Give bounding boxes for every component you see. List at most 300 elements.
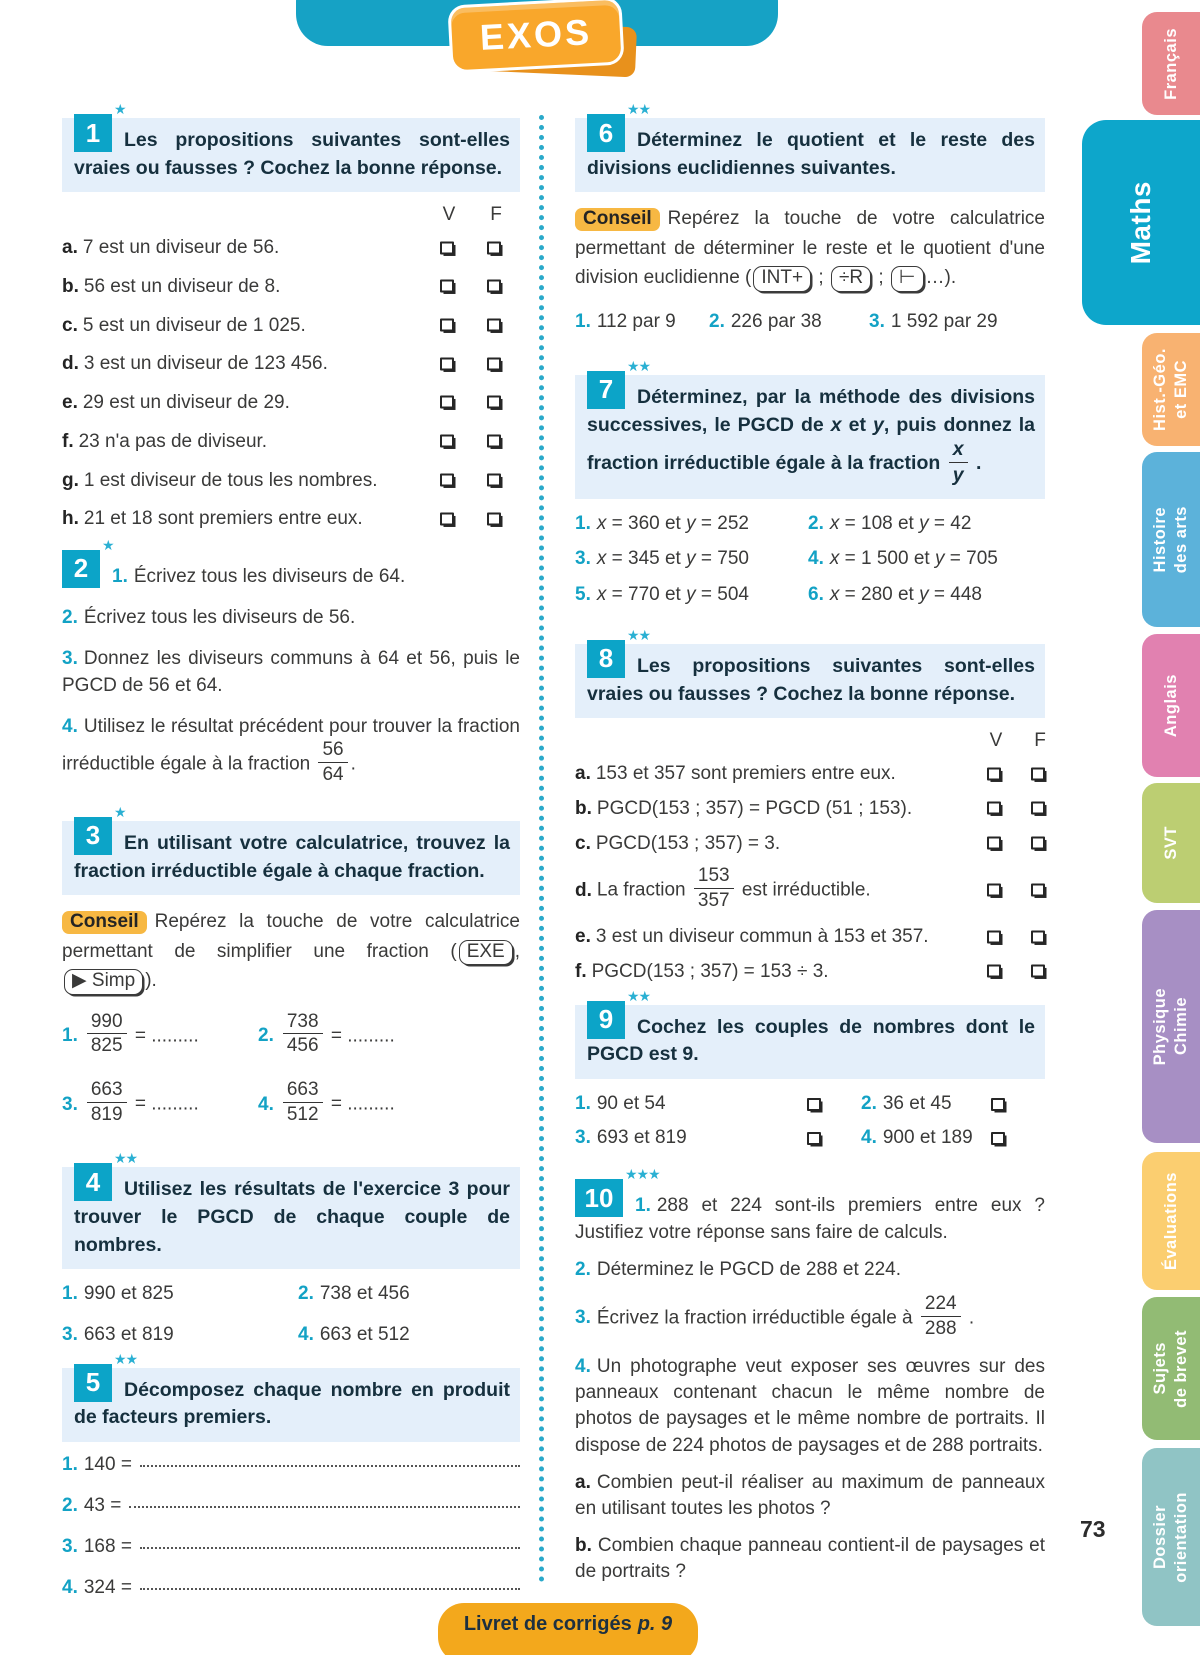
text-segment: Déterminez, par la méthode des divisions successives, le PGCD de xyxy=(587,385,1035,436)
tab-label: Français xyxy=(1161,27,1180,100)
item-number: 4. xyxy=(258,1093,274,1115)
item-number: 3. xyxy=(869,310,885,332)
math-variable: y xyxy=(934,548,945,570)
statement-label: a. xyxy=(575,763,591,785)
exercise-header xyxy=(575,357,1045,499)
exercise-title: Les propositions suivantes sont-elles vraies ou fausses ? Cochez la bonne réponse. xyxy=(74,129,510,179)
sidebar-tab-evaluations[interactable] xyxy=(1142,1152,1200,1290)
tab-label: Physique xyxy=(1151,987,1169,1066)
math-variable: x xyxy=(829,548,840,570)
exercise-header xyxy=(575,987,1045,1079)
exercise-badge xyxy=(587,987,651,1039)
text-segment: 900 et 189 xyxy=(882,1127,973,1149)
text-segment: = 345 et xyxy=(606,548,687,570)
sidebar-tab-francais[interactable] xyxy=(1142,12,1200,115)
exercise-item xyxy=(62,1281,298,1307)
sidebar-tab-dossier-orientation[interactable] xyxy=(1142,1448,1200,1626)
text-segment: Un photographe veut exposer ses œuvres sur des panneaux contenant chacun le même nombre de photos de paysages et le même nombre de portraits. Il dispose de 224 photos de paysages et de 288 portraits. xyxy=(575,1355,1045,1456)
statement-label: c. xyxy=(575,832,591,854)
exercise-number: 7 xyxy=(587,371,625,409)
checkbox-true[interactable] xyxy=(440,473,454,486)
text-segment: 990 et 825 xyxy=(83,1283,174,1305)
difficulty-stars: ★ xyxy=(102,536,114,553)
tab-label: orientation xyxy=(1172,1491,1190,1583)
sidebar-tab-histoire-des-arts[interactable] xyxy=(1142,452,1200,627)
exos-label: EXOS xyxy=(478,11,593,58)
item-number: 5. xyxy=(575,583,591,605)
item-number: 1. xyxy=(635,1195,651,1217)
fraction-denominator: 288 xyxy=(924,1317,957,1339)
text-segment: . xyxy=(970,452,982,475)
fraction xyxy=(949,439,968,485)
header-true: V xyxy=(989,730,1003,752)
item-grid xyxy=(575,1091,1045,1151)
exercise-item xyxy=(575,546,808,572)
fill-in-row xyxy=(62,1495,520,1517)
exercise-item xyxy=(575,1354,1045,1459)
answer-line xyxy=(129,1506,520,1508)
text-segment: 3 est un diviseur de 123 456. xyxy=(83,353,328,375)
checkbox-true[interactable] xyxy=(987,767,1001,780)
exos-badge xyxy=(450,0,621,70)
exercise-header xyxy=(575,626,1045,718)
difficulty-stars: ★★ xyxy=(627,357,651,374)
fraction xyxy=(87,1080,127,1125)
exercise-item xyxy=(575,511,808,537)
exercise-8 xyxy=(575,626,1046,985)
item-number: 3. xyxy=(62,1536,78,1558)
checkbox[interactable] xyxy=(991,1098,1005,1111)
text-segment: Repérez la touche de votre calculatrice permettant de déterminer le reste et le quotient d'une division euclidienne ( xyxy=(575,208,1045,289)
sidebar-tab-anglais[interactable] xyxy=(1142,634,1200,777)
checkbox-true[interactable] xyxy=(440,435,454,448)
exercise-badge xyxy=(62,536,114,588)
exercise-6 xyxy=(575,101,1045,335)
statement-label: e. xyxy=(62,392,78,414)
answer-line xyxy=(140,1547,520,1549)
text-segment: PGCD(153 ; 357) = PGCD (51 ; 153). xyxy=(596,797,913,819)
text-segment: = 360 et xyxy=(606,513,687,535)
truefalse-row xyxy=(62,507,520,532)
checkbox-true[interactable] xyxy=(987,883,1001,896)
item-number: 4. xyxy=(808,548,824,570)
exercise-title: Cochez les couples de nombres dont le PGCD est 9. xyxy=(587,1015,1035,1066)
exercise-badge xyxy=(74,101,126,152)
item-number: 2. xyxy=(575,1258,591,1280)
text-segment: Écrivez tous les diviseurs de 64. xyxy=(133,565,406,587)
math-variable: x xyxy=(829,583,840,605)
exercise-item xyxy=(861,1125,1045,1151)
fraction-denominator: 825 xyxy=(90,1035,123,1057)
exercise-4 xyxy=(62,1150,520,1348)
exercise-item xyxy=(808,546,1045,572)
text-segment: = ......... xyxy=(325,1024,395,1046)
sidebar-tab-sujets-de-brevet[interactable] xyxy=(1142,1297,1200,1440)
checkbox-true[interactable] xyxy=(440,396,454,409)
exercise-item xyxy=(298,1322,520,1348)
text-segment: 226 par 38 xyxy=(730,310,822,332)
exercise-item xyxy=(808,511,1045,537)
truefalse-row xyxy=(575,960,1045,985)
fraction-numerator: 224 xyxy=(921,1294,961,1317)
conseil-badge: Conseil xyxy=(575,208,660,231)
sidebar-tab-svt[interactable] xyxy=(1142,783,1200,903)
checkbox[interactable] xyxy=(991,1132,1005,1145)
tab-label: Maths xyxy=(1125,180,1156,265)
text-segment: = 504 xyxy=(695,583,749,605)
item-number: 4. xyxy=(62,715,78,737)
fill-label: 43 = xyxy=(83,1495,122,1517)
item-grid xyxy=(62,1012,520,1130)
exercise-item xyxy=(869,309,1045,335)
text-segment: 153 et 357 sont premiers entre eux. xyxy=(595,763,896,785)
exercise-lead xyxy=(62,536,520,590)
text-segment: PGCD(153 ; 357) = 3. xyxy=(595,832,781,854)
exercise-item xyxy=(575,1091,861,1117)
text-segment: 1 est diviseur de tous les nombres. xyxy=(83,469,378,491)
exercise-item xyxy=(62,552,520,590)
text-segment: Utilisez le résultat précédent pour trouver la fraction irréductible égale à la fraction xyxy=(62,715,520,775)
exercise-title xyxy=(587,385,1035,486)
math-variable: x xyxy=(829,513,840,535)
fraction-denominator: 456 xyxy=(286,1035,319,1057)
text-segment: Combien peut-il réaliser au maximum de panneaux en utilisant toutes les photos ? xyxy=(575,1471,1045,1519)
math-variable: x xyxy=(596,548,607,570)
item-number: 2. xyxy=(258,1024,274,1046)
exercise-header xyxy=(575,101,1045,192)
exercise-item xyxy=(808,582,1045,608)
exercise-2 xyxy=(62,536,520,789)
text-segment: …). xyxy=(925,267,957,289)
fraction xyxy=(283,1012,323,1057)
fraction-denominator: y xyxy=(952,463,964,486)
exercise-badge xyxy=(74,803,126,855)
exercise-item xyxy=(258,1080,520,1129)
checkbox-true[interactable] xyxy=(987,930,1001,943)
tab-label: Dossier xyxy=(1151,1504,1169,1570)
fill-in-row xyxy=(62,1536,520,1558)
exercise-number: 10 xyxy=(575,1179,623,1217)
text-segment: 23 n'a pas de diviseur. xyxy=(78,430,268,452)
item-number: 4. xyxy=(575,1355,591,1377)
truefalse-row xyxy=(62,391,520,416)
exercise-9 xyxy=(575,987,1045,1152)
text-segment: = 750 xyxy=(695,548,749,570)
exercise-item xyxy=(709,309,869,335)
text-segment: = 280 et xyxy=(839,583,920,605)
difficulty-stars: ★ xyxy=(114,101,126,117)
truefalse-row xyxy=(575,797,1045,822)
text-segment: 5 est un diviseur de 1 025. xyxy=(82,314,306,336)
truefalse-row xyxy=(575,832,1045,857)
sidebar-tab-physique-chimie[interactable] xyxy=(1142,910,1200,1143)
text-segment: = ......... xyxy=(129,1093,199,1115)
exercise-item xyxy=(62,646,520,698)
checkbox-false[interactable] xyxy=(487,241,501,254)
fill-in-row xyxy=(62,1577,520,1599)
truefalse-header xyxy=(575,730,1045,754)
item-grid xyxy=(575,511,1045,608)
checkbox-true[interactable] xyxy=(440,280,454,293)
statement-label: h. xyxy=(62,508,79,530)
exercise-number: 2 xyxy=(62,550,100,588)
exercise-number: 3 xyxy=(74,817,112,855)
exercise-item xyxy=(575,309,709,335)
fraction xyxy=(921,1294,961,1339)
exercise-number: 5 xyxy=(74,1364,112,1402)
exercise-badge xyxy=(74,1350,138,1402)
exercise-title: Les propositions suivantes sont-elles vraies ou fausses ? Cochez la bonne réponse. xyxy=(587,654,1035,705)
item-number: 2. xyxy=(709,310,725,332)
subject-tabs xyxy=(1020,0,1200,1655)
text-segment: = 252 xyxy=(695,513,749,535)
fraction-numerator: 663 xyxy=(283,1080,323,1103)
difficulty-stars: ★★ xyxy=(627,101,651,117)
item-grid xyxy=(62,1281,520,1347)
checkbox-false[interactable] xyxy=(487,396,501,409)
truefalse-header xyxy=(62,204,520,228)
checkbox-true[interactable] xyxy=(440,357,454,370)
calculator-key: INT+ xyxy=(753,266,811,292)
calculator-key: ⊢ xyxy=(891,266,924,292)
exercise-7 xyxy=(575,357,1045,608)
text-segment: Écrivez la fraction irréductible égale à xyxy=(596,1307,918,1329)
fraction xyxy=(694,866,734,911)
calculator-key: ÷R xyxy=(831,266,871,292)
tab-label: et EMC xyxy=(1172,360,1190,419)
exercise-1 xyxy=(62,101,520,532)
text-segment: ; xyxy=(813,267,829,289)
fill-in-row xyxy=(62,1454,520,1476)
checkbox-false[interactable] xyxy=(487,280,501,293)
exercise-item xyxy=(575,1181,1045,1245)
item-number: 3. xyxy=(575,548,591,570)
conseil-badge: Conseil xyxy=(62,911,147,934)
checkbox-false[interactable] xyxy=(487,319,501,332)
conseil-note xyxy=(575,204,1045,292)
sidebar-tab-hist-geo-et-emc[interactable] xyxy=(1142,333,1200,446)
exercise-3 xyxy=(62,803,520,1129)
truefalse-row xyxy=(62,469,520,494)
text-segment: = ......... xyxy=(129,1024,199,1046)
exercise-item xyxy=(575,1533,1045,1585)
truefalse-row xyxy=(575,866,1045,915)
math-variable: x xyxy=(596,583,607,605)
text-segment: PGCD(153 ; 357) = 153 ÷ 3. xyxy=(591,960,829,982)
text-segment: = 42 xyxy=(928,513,972,535)
statement-label: b. xyxy=(575,797,592,819)
text-segment: . xyxy=(350,753,356,775)
exercise-item xyxy=(575,1294,1045,1343)
exercise-item xyxy=(575,1257,1045,1283)
statement-label: a. xyxy=(62,237,78,259)
calculator-key: EXE xyxy=(459,940,513,966)
text-segment: Déterminez le PGCD de 288 et 224. xyxy=(596,1258,902,1280)
column-divider xyxy=(539,115,544,1583)
item-number: 3. xyxy=(62,1093,78,1115)
checkbox-true[interactable] xyxy=(440,512,454,525)
text-segment: ). xyxy=(145,970,157,992)
exercise-title: En utilisant votre calculatrice, trouvez la fraction irréductible égale à chaque fraction. xyxy=(74,831,510,882)
text-segment: 36 et 45 xyxy=(882,1092,952,1114)
text-segment: et xyxy=(841,413,874,436)
exercise-number: 1 xyxy=(74,114,112,152)
item-number: 1. xyxy=(112,565,128,587)
truefalse-row xyxy=(62,236,520,261)
calculator-key: ▶ Simp xyxy=(64,969,143,995)
checkbox-true[interactable] xyxy=(440,319,454,332)
header-false: F xyxy=(490,204,502,226)
statement-label: d. xyxy=(575,879,592,901)
statement-label: g. xyxy=(62,469,79,491)
checkbox-false[interactable] xyxy=(487,473,501,486)
exercise-item xyxy=(575,1470,1045,1522)
item-number: 4. xyxy=(861,1127,877,1149)
tab-label: Histoire xyxy=(1151,506,1169,573)
text-segment: 693 et 819 xyxy=(596,1127,687,1149)
math-variable: x xyxy=(596,513,607,535)
text-segment: 738 et 456 xyxy=(319,1283,410,1305)
answer-booklet-label: Livret de corrigés xyxy=(463,1613,632,1635)
text-segment: Donnez les diviseurs communs à 64 et 56, puis le PGCD de 56 et 64. xyxy=(62,648,520,696)
text-segment: 112 par 9 xyxy=(596,310,676,332)
item-number: 3. xyxy=(575,1307,591,1329)
text-segment: 3 est un diviseur commun à 153 et 357. xyxy=(595,926,929,948)
statement-label: b. xyxy=(62,276,79,298)
text-segment: 56 est un diviseur de 8. xyxy=(83,276,281,298)
difficulty-stars: ★★ xyxy=(114,1150,138,1167)
header-true: V xyxy=(442,204,456,226)
fraction-numerator: 990 xyxy=(87,1012,127,1035)
text-segment: Combien chaque panneau contient-il de paysages et de portraits ? xyxy=(575,1535,1045,1583)
item-number: b. xyxy=(575,1535,592,1557)
text-segment: 288 et 224 sont-ils premiers entre eux ? Justifiez votre réponse sans faire de calculs. xyxy=(575,1195,1045,1243)
math-variable: y xyxy=(686,548,696,570)
exercise-number: 9 xyxy=(587,1001,625,1039)
fraction-numerator: 663 xyxy=(87,1080,127,1103)
answer-line xyxy=(140,1465,520,1467)
math-variable: y xyxy=(919,583,929,605)
header-false: F xyxy=(1034,730,1046,752)
item-number: 4. xyxy=(298,1323,314,1345)
text-segment: = 1 500 et xyxy=(839,548,935,570)
item-number: 1. xyxy=(62,1283,78,1305)
statement-label: f. xyxy=(575,960,587,982)
math-variable: y xyxy=(873,413,884,436)
item-number: 1. xyxy=(62,1024,78,1046)
text-segment: = ......... xyxy=(325,1093,395,1115)
text-segment: 29 est un diviseur de 29. xyxy=(82,392,290,414)
tab-label: Chimie xyxy=(1172,997,1190,1056)
text-segment: est irréductible. xyxy=(736,879,871,901)
exercise-badge xyxy=(587,626,651,678)
exercise-header xyxy=(62,1350,520,1442)
statement-label: e. xyxy=(575,926,591,948)
exercise-item xyxy=(62,605,520,631)
exercise-item xyxy=(575,582,808,608)
answer-booklet-badge xyxy=(438,1603,698,1655)
fraction-numerator: 738 xyxy=(283,1012,323,1035)
tab-label: des arts xyxy=(1172,505,1190,574)
checkbox-true[interactable] xyxy=(987,965,1001,978)
checkbox-true[interactable] xyxy=(987,802,1001,815)
text-segment: = 108 et xyxy=(839,513,920,535)
item-number: 2. xyxy=(808,513,824,535)
text-segment: La fraction xyxy=(596,879,691,901)
fraction-numerator: 153 xyxy=(694,866,734,889)
difficulty-stars: ★ xyxy=(114,803,126,820)
checkbox-false[interactable] xyxy=(487,435,501,448)
item-number: 1. xyxy=(575,310,591,332)
statement-label: c. xyxy=(62,314,78,336)
math-variable: x xyxy=(830,413,842,436)
exercise-number: 4 xyxy=(74,1163,112,1201)
text-segment: . xyxy=(963,1307,975,1329)
sidebar-tab-maths[interactable] xyxy=(1082,120,1200,325)
page-number: 73 xyxy=(1080,1516,1106,1542)
text-segment: 663 et 819 xyxy=(83,1323,174,1345)
difficulty-stars: ★★ xyxy=(114,1350,138,1367)
checkbox-false[interactable] xyxy=(487,357,501,370)
exercise-number: 8 xyxy=(587,640,625,678)
item-number: 1. xyxy=(575,1092,591,1114)
tab-label: Évaluations xyxy=(1161,1171,1180,1271)
checkbox[interactable] xyxy=(807,1098,821,1111)
exercise-item xyxy=(62,1080,258,1129)
item-number: 2. xyxy=(62,1495,78,1517)
tab-label: Anglais xyxy=(1161,673,1180,738)
statement-label: d. xyxy=(62,353,79,375)
exercise-item xyxy=(298,1281,520,1307)
exercise-number: 6 xyxy=(587,114,625,152)
exercise-item xyxy=(861,1091,1045,1117)
answer-booklet-page: p. 9 xyxy=(637,1613,673,1635)
checkbox-true[interactable] xyxy=(440,241,454,254)
item-number: 2. xyxy=(861,1092,877,1114)
difficulty-stars: ★★★ xyxy=(625,1166,660,1183)
fraction xyxy=(283,1080,323,1125)
tab-label: de brevet xyxy=(1172,1329,1190,1408)
tab-label: SVT xyxy=(1161,826,1180,860)
exercise-item xyxy=(62,1012,258,1061)
fraction-numerator: 56 xyxy=(318,740,347,763)
exercise-10 xyxy=(575,1166,1045,1585)
exercise-item xyxy=(62,1322,298,1348)
exercise-header xyxy=(62,101,520,192)
answer-line xyxy=(140,1588,520,1590)
item-number: 6. xyxy=(808,583,824,605)
text-segment: = 770 et xyxy=(606,583,687,605)
text-segment: 90 et 54 xyxy=(596,1092,666,1114)
item-number: 4. xyxy=(62,1577,78,1599)
exercise-badge xyxy=(587,101,651,152)
item-number: a. xyxy=(575,1471,591,1493)
text-segment: 21 et 18 sont premiers entre eux. xyxy=(83,508,363,530)
truefalse-row xyxy=(62,352,520,377)
truefalse-row xyxy=(62,430,520,455)
exercise-header xyxy=(62,1150,520,1269)
text-segment: ; xyxy=(873,267,889,289)
truefalse-row xyxy=(575,925,1045,950)
item-number: 3. xyxy=(62,1323,78,1345)
fill-label: 140 = xyxy=(83,1454,132,1476)
math-variable: y xyxy=(686,513,696,535)
item-number: 3. xyxy=(62,648,78,670)
checkbox-true[interactable] xyxy=(987,836,1001,849)
checkbox[interactable] xyxy=(807,1132,821,1145)
checkbox-false[interactable] xyxy=(487,512,501,525)
fraction-denominator: 819 xyxy=(90,1104,123,1126)
